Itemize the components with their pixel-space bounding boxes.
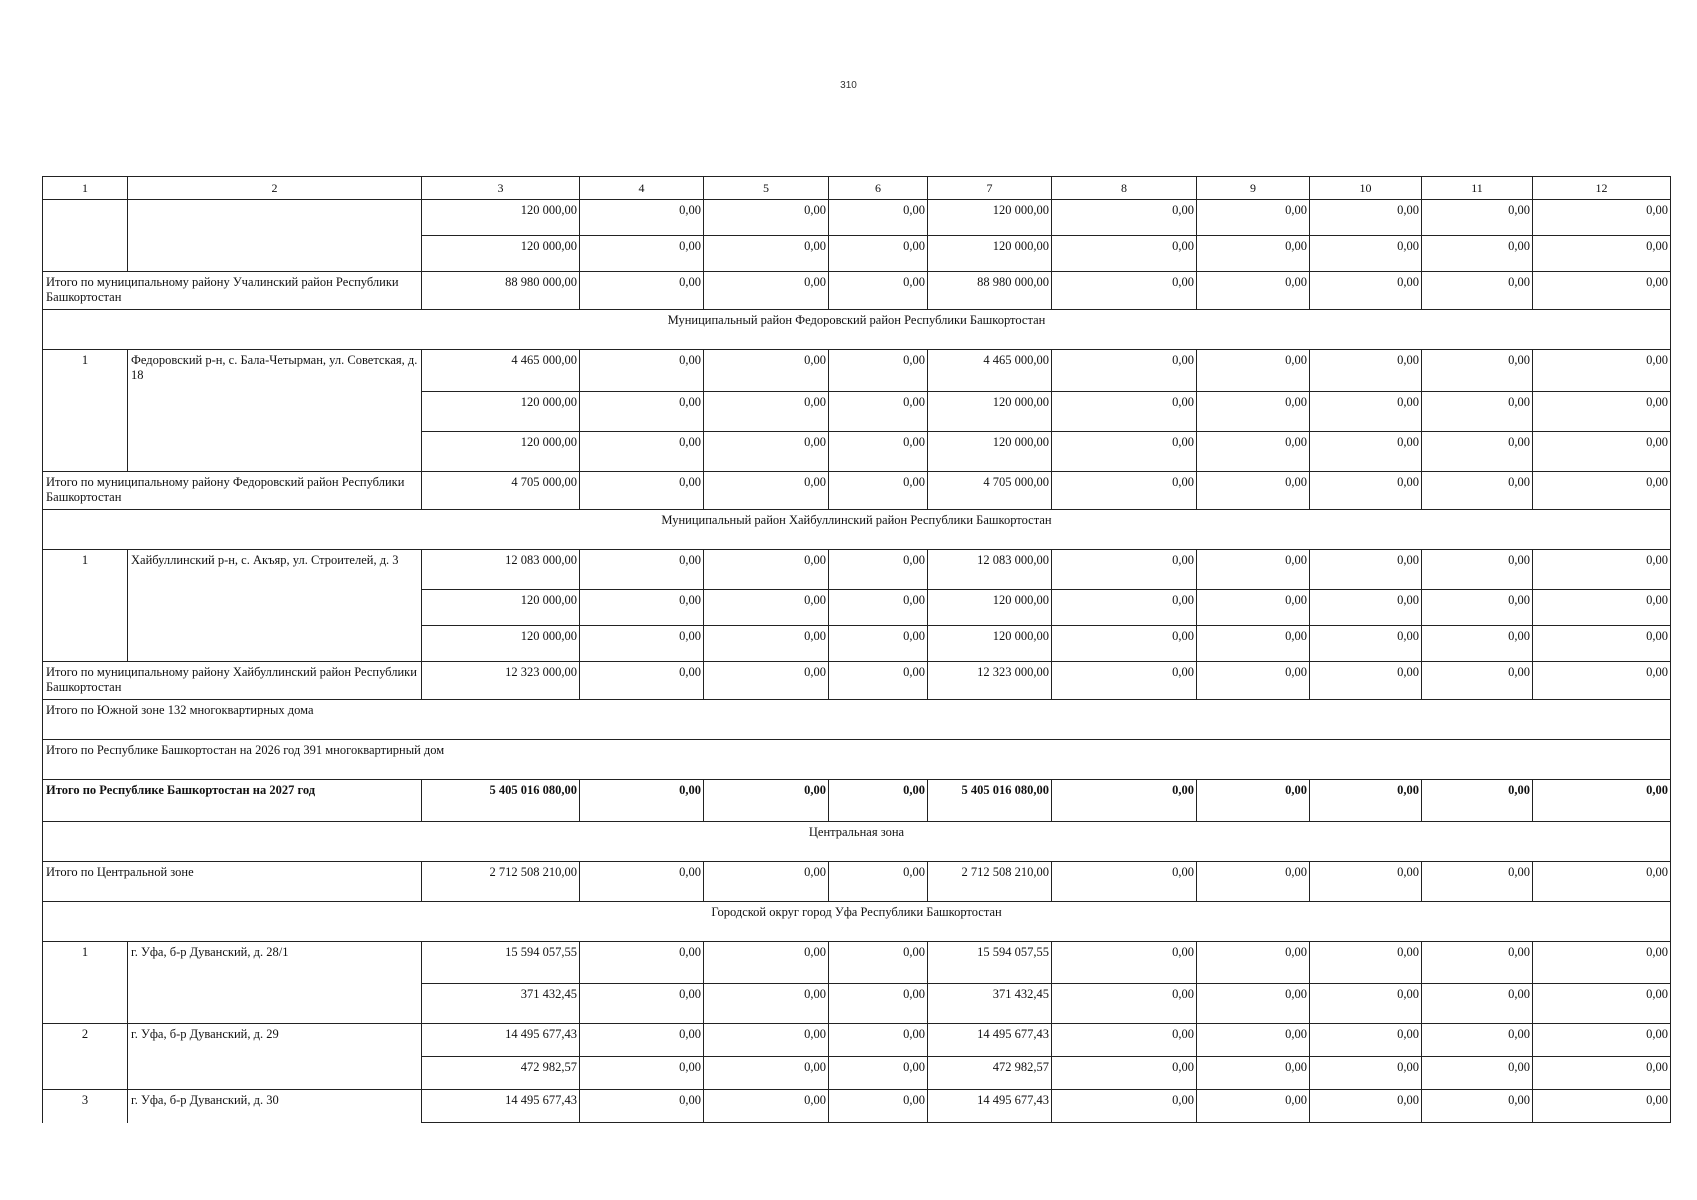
district-total-row (43, 272, 1671, 310)
amount-cell: 0,00 (1422, 984, 1533, 1024)
amount-cell: 0,00 (829, 1057, 928, 1090)
amount-cell: 0,00 (1422, 350, 1533, 392)
amount-cell: 0,00 (1310, 350, 1422, 392)
amount-cell: 0,00 (1052, 350, 1197, 392)
amount-cell: 0,00 (1422, 236, 1533, 272)
amount-cell: 0,00 (580, 392, 704, 432)
amount-cell: 0,00 (1052, 432, 1197, 472)
amount-cell: 0,00 (580, 432, 704, 472)
amount-cell: 4 465 000,00 (422, 350, 580, 392)
amount-cell: 0,00 (1197, 626, 1310, 662)
zone-total-row (43, 700, 1671, 740)
republic-2027-total-row (43, 780, 1671, 822)
amount-cell: 120 000,00 (928, 200, 1052, 236)
amount-cell: 0,00 (1310, 662, 1422, 700)
amount-cell: 0,00 (829, 862, 928, 902)
amount-cell: 0,00 (1422, 1024, 1533, 1057)
amount-cell: 0,00 (1533, 1057, 1671, 1090)
amount-cell: 0,00 (829, 662, 928, 700)
amount-cell: 0,00 (1533, 662, 1671, 700)
amount-cell: 0,00 (1197, 472, 1310, 510)
amount-cell: 0,00 (704, 200, 829, 236)
amount-cell: 0,00 (580, 862, 704, 902)
amount-cell: 12 083 000,00 (422, 550, 580, 590)
total-label: Итого по муниципальному району Хайбуллинский район Республики Башкортостан (43, 662, 422, 700)
republic-2026-total-label: Итого по Республике Башкортостан на 2026 год 391 многоквартирный дом (43, 740, 1671, 780)
column-number: 10 (1310, 177, 1422, 200)
column-number: 12 (1533, 177, 1671, 200)
column-number: 11 (1422, 177, 1533, 200)
amount-cell: 371 432,45 (422, 984, 580, 1024)
amount-cell: 0,00 (1533, 200, 1671, 236)
column-number: 9 (1197, 177, 1310, 200)
amount-cell: 0,00 (1197, 862, 1310, 902)
amount-cell: 120 000,00 (928, 626, 1052, 662)
amount-cell: 0,00 (1422, 626, 1533, 662)
amount-cell: 0,00 (1052, 1090, 1197, 1123)
amount-cell: 12 323 000,00 (928, 662, 1052, 700)
amount-cell: 120 000,00 (422, 590, 580, 626)
amount-cell: 0,00 (580, 780, 704, 822)
amount-cell: 0,00 (704, 1057, 829, 1090)
amount-cell: 0,00 (1052, 942, 1197, 984)
table-row (43, 1090, 1671, 1123)
amount-cell: 14 495 677,43 (928, 1024, 1052, 1057)
amount-cell: 88 980 000,00 (422, 272, 580, 310)
amount-cell: 120 000,00 (422, 626, 580, 662)
amount-cell: 14 495 677,43 (422, 1090, 580, 1123)
table-row (43, 550, 1671, 590)
amount-cell: 0,00 (704, 862, 829, 902)
district-total-row (43, 662, 1671, 700)
column-number-row (43, 177, 1671, 200)
column-number: 6 (829, 177, 928, 200)
amount-cell: 0,00 (1533, 1090, 1671, 1123)
amount-cell: 0,00 (580, 550, 704, 590)
amount-cell: 0,00 (1310, 626, 1422, 662)
amount-cell: 0,00 (580, 472, 704, 510)
amount-cell: 0,00 (829, 942, 928, 984)
amount-cell: 120 000,00 (928, 590, 1052, 626)
amount-cell: 0,00 (580, 662, 704, 700)
amount-cell: 0,00 (1533, 236, 1671, 272)
district-total-row (43, 472, 1671, 510)
section-title: Городской округ город Уфа Республики Башкортостан (43, 902, 1671, 942)
amount-cell: 0,00 (704, 662, 829, 700)
amount-cell: 0,00 (1422, 272, 1533, 310)
amount-cell: 0,00 (1197, 942, 1310, 984)
column-number: 8 (1052, 177, 1197, 200)
amount-cell: 0,00 (1422, 392, 1533, 432)
amount-cell: 0,00 (1422, 942, 1533, 984)
table-row (43, 942, 1671, 984)
amount-cell: 0,00 (1310, 432, 1422, 472)
amount-cell: 0,00 (1310, 1090, 1422, 1123)
amount-cell: 0,00 (1310, 1057, 1422, 1090)
table-row (43, 200, 1671, 236)
amount-cell: 14 495 677,43 (422, 1024, 580, 1057)
amount-cell: 0,00 (704, 550, 829, 590)
amount-cell: 0,00 (1310, 200, 1422, 236)
amount-cell: 0,00 (1052, 550, 1197, 590)
amount-cell: 0,00 (1533, 942, 1671, 984)
amount-cell: 0,00 (1533, 350, 1671, 392)
amount-cell: 0,00 (1422, 200, 1533, 236)
amount-cell: 0,00 (1052, 1024, 1197, 1057)
zone-title: Центральная зона (43, 822, 1671, 862)
amount-cell: 0,00 (1422, 1090, 1533, 1123)
amount-cell: 0,00 (1052, 392, 1197, 432)
column-number: 2 (128, 177, 422, 200)
address-cell: г. Уфа, б-р Дуванский, д. 30 (128, 1090, 422, 1123)
amount-cell: 0,00 (1533, 780, 1671, 822)
address-cell (128, 200, 422, 272)
amount-cell: 0,00 (1422, 780, 1533, 822)
amount-cell: 0,00 (1422, 662, 1533, 700)
amount-cell: 0,00 (1533, 1024, 1671, 1057)
section-title-row (43, 822, 1671, 862)
amount-cell: 15 594 057,55 (422, 942, 580, 984)
amount-cell: 0,00 (704, 1090, 829, 1123)
amount-cell: 0,00 (829, 392, 928, 432)
amount-cell: 120 000,00 (422, 432, 580, 472)
amount-cell: 0,00 (1310, 272, 1422, 310)
amount-cell: 0,00 (704, 272, 829, 310)
amount-cell: 0,00 (704, 984, 829, 1024)
amount-cell: 0,00 (1197, 550, 1310, 590)
amount-cell: 88 980 000,00 (928, 272, 1052, 310)
zone-total-row (43, 862, 1671, 902)
amount-cell: 0,00 (1422, 1057, 1533, 1090)
amount-cell: 4 705 000,00 (928, 472, 1052, 510)
column-number: 1 (43, 177, 128, 200)
amount-cell: 0,00 (1310, 392, 1422, 432)
amount-cell: 0,00 (1052, 780, 1197, 822)
amount-cell: 0,00 (1310, 862, 1422, 902)
amount-cell: 2 712 508 210,00 (422, 862, 580, 902)
amount-cell: 0,00 (580, 626, 704, 662)
total-label: Итого по Центральной зоне (43, 862, 422, 902)
total-label: Итого по муниципальному району Федоровский район Республики Башкортостан (43, 472, 422, 510)
amount-cell: 0,00 (1533, 272, 1671, 310)
amount-cell: 0,00 (1197, 984, 1310, 1024)
amount-cell: 0,00 (704, 350, 829, 392)
amount-cell: 0,00 (704, 590, 829, 626)
amount-cell: 2 712 508 210,00 (928, 862, 1052, 902)
amount-cell: 0,00 (1197, 272, 1310, 310)
amount-cell: 0,00 (580, 1057, 704, 1090)
amount-cell: 0,00 (580, 236, 704, 272)
amount-cell: 0,00 (704, 236, 829, 272)
amount-cell: 5 405 016 080,00 (422, 780, 580, 822)
amount-cell: 0,00 (829, 1024, 928, 1057)
amount-cell: 5 405 016 080,00 (928, 780, 1052, 822)
amount-cell: 0,00 (1052, 472, 1197, 510)
amount-cell: 0,00 (580, 200, 704, 236)
amount-cell: 0,00 (829, 432, 928, 472)
amount-cell: 0,00 (1422, 862, 1533, 902)
address-cell: Федоровский р-н, с. Бала-Четырман, ул. Советская, д. 18 (128, 350, 422, 472)
table-row (43, 1024, 1671, 1057)
amount-cell: 0,00 (704, 942, 829, 984)
amount-cell: 0,00 (829, 350, 928, 392)
item-number-cell: 3 (43, 1090, 128, 1123)
amount-cell: 0,00 (1052, 272, 1197, 310)
amount-cell: 120 000,00 (928, 432, 1052, 472)
amount-cell: 0,00 (580, 984, 704, 1024)
amount-cell: 12 083 000,00 (928, 550, 1052, 590)
total-label: Итого по муниципальному району Учалинский район Республики Башкортостан (43, 272, 422, 310)
amount-cell: 0,00 (1052, 200, 1197, 236)
address-cell: г. Уфа, б-р Дуванский, д. 29 (128, 1024, 422, 1090)
amount-cell: 0,00 (580, 942, 704, 984)
amount-cell: 0,00 (1533, 432, 1671, 472)
amount-cell: 0,00 (829, 550, 928, 590)
amount-cell: 0,00 (1310, 984, 1422, 1024)
amount-cell: 0,00 (829, 472, 928, 510)
section-title-row (43, 510, 1671, 550)
amount-cell: 120 000,00 (422, 200, 580, 236)
amount-cell: 0,00 (1533, 472, 1671, 510)
item-number-cell: 1 (43, 942, 128, 1024)
column-number: 5 (704, 177, 829, 200)
column-number: 3 (422, 177, 580, 200)
amount-cell: 0,00 (1310, 550, 1422, 590)
amount-cell: 12 323 000,00 (422, 662, 580, 700)
amount-cell: 0,00 (580, 350, 704, 392)
amount-cell: 0,00 (1533, 626, 1671, 662)
column-number: 4 (580, 177, 704, 200)
amount-cell: 0,00 (704, 472, 829, 510)
item-number-cell (43, 200, 128, 272)
amount-cell: 0,00 (1422, 590, 1533, 626)
amount-cell: 0,00 (1422, 472, 1533, 510)
amount-cell: 371 432,45 (928, 984, 1052, 1024)
amount-cell: 0,00 (704, 780, 829, 822)
address-cell: г. Уфа, б-р Дуванский, д. 28/1 (128, 942, 422, 1024)
amount-cell: 120 000,00 (422, 392, 580, 432)
republic-total-row (43, 740, 1671, 780)
item-number-cell: 1 (43, 550, 128, 662)
section-title: Муниципальный район Хайбуллинский район Республики Башкортостан (43, 510, 1671, 550)
amount-cell: 0,00 (829, 1090, 928, 1123)
amount-cell: 0,00 (829, 984, 928, 1024)
amount-cell: 0,00 (580, 590, 704, 626)
item-number-cell: 1 (43, 350, 128, 472)
amount-cell: 0,00 (1197, 590, 1310, 626)
amount-cell: 0,00 (704, 392, 829, 432)
amount-cell: 0,00 (1197, 662, 1310, 700)
address-cell: Хайбуллинский р-н, с. Акъяр, ул. Строителей, д. 3 (128, 550, 422, 662)
amount-cell: 0,00 (1052, 590, 1197, 626)
amount-cell: 0,00 (1310, 942, 1422, 984)
amount-cell: 0,00 (1310, 1024, 1422, 1057)
amount-cell: 0,00 (1197, 432, 1310, 472)
amount-cell: 0,00 (1052, 662, 1197, 700)
amount-cell: 472 982,57 (422, 1057, 580, 1090)
amount-cell: 0,00 (1197, 1057, 1310, 1090)
amount-cell: 0,00 (1422, 432, 1533, 472)
amount-cell: 120 000,00 (422, 236, 580, 272)
section-title-row (43, 310, 1671, 350)
amount-cell: 15 594 057,55 (928, 942, 1052, 984)
section-title-row (43, 902, 1671, 942)
amount-cell: 0,00 (1310, 472, 1422, 510)
section-title: Муниципальный район Федоровский район Республики Башкортостан (43, 310, 1671, 350)
amount-cell: 120 000,00 (928, 392, 1052, 432)
amount-cell: 472 982,57 (928, 1057, 1052, 1090)
amount-cell: 0,00 (1197, 1090, 1310, 1123)
amount-cell: 0,00 (1310, 780, 1422, 822)
amount-cell: 0,00 (1533, 550, 1671, 590)
amount-cell: 0,00 (1533, 862, 1671, 902)
item-number-cell: 2 (43, 1024, 128, 1090)
amount-cell: 0,00 (1197, 350, 1310, 392)
amount-cell: 0,00 (1052, 1057, 1197, 1090)
amount-cell: 0,00 (829, 200, 928, 236)
funding-table (42, 176, 1671, 1123)
amount-cell: 120 000,00 (928, 236, 1052, 272)
amount-cell: 0,00 (829, 626, 928, 662)
column-number: 7 (928, 177, 1052, 200)
amount-cell: 0,00 (1052, 984, 1197, 1024)
amount-cell: 0,00 (829, 236, 928, 272)
amount-cell: 0,00 (1197, 200, 1310, 236)
amount-cell: 0,00 (829, 272, 928, 310)
amount-cell: 0,00 (1052, 626, 1197, 662)
amount-cell: 0,00 (1197, 780, 1310, 822)
amount-cell: 0,00 (829, 780, 928, 822)
amount-cell: 14 495 677,43 (928, 1090, 1052, 1123)
amount-cell: 0,00 (580, 1024, 704, 1057)
page-number: 310 (840, 80, 857, 91)
amount-cell: 0,00 (1533, 984, 1671, 1024)
amount-cell: 4 705 000,00 (422, 472, 580, 510)
amount-cell: 0,00 (1197, 1024, 1310, 1057)
amount-cell: 0,00 (580, 1090, 704, 1123)
table-row (43, 350, 1671, 392)
amount-cell: 0,00 (1533, 392, 1671, 432)
amount-cell: 0,00 (580, 272, 704, 310)
amount-cell: 0,00 (1422, 550, 1533, 590)
amount-cell: 0,00 (704, 432, 829, 472)
amount-cell: 0,00 (1197, 236, 1310, 272)
amount-cell: 0,00 (1533, 590, 1671, 626)
amount-cell: 0,00 (1197, 392, 1310, 432)
total-label: Итого по Республике Башкортостан на 2027 год (43, 780, 422, 822)
south-zone-total-label: Итого по Южной зоне 132 многоквартирных дома (43, 700, 1671, 740)
amount-cell: 0,00 (1052, 862, 1197, 902)
amount-cell: 0,00 (704, 626, 829, 662)
amount-cell: 0,00 (704, 1024, 829, 1057)
amount-cell: 0,00 (829, 590, 928, 626)
amount-cell: 0,00 (1052, 236, 1197, 272)
amount-cell: 0,00 (1310, 590, 1422, 626)
amount-cell: 0,00 (1310, 236, 1422, 272)
amount-cell: 4 465 000,00 (928, 350, 1052, 392)
